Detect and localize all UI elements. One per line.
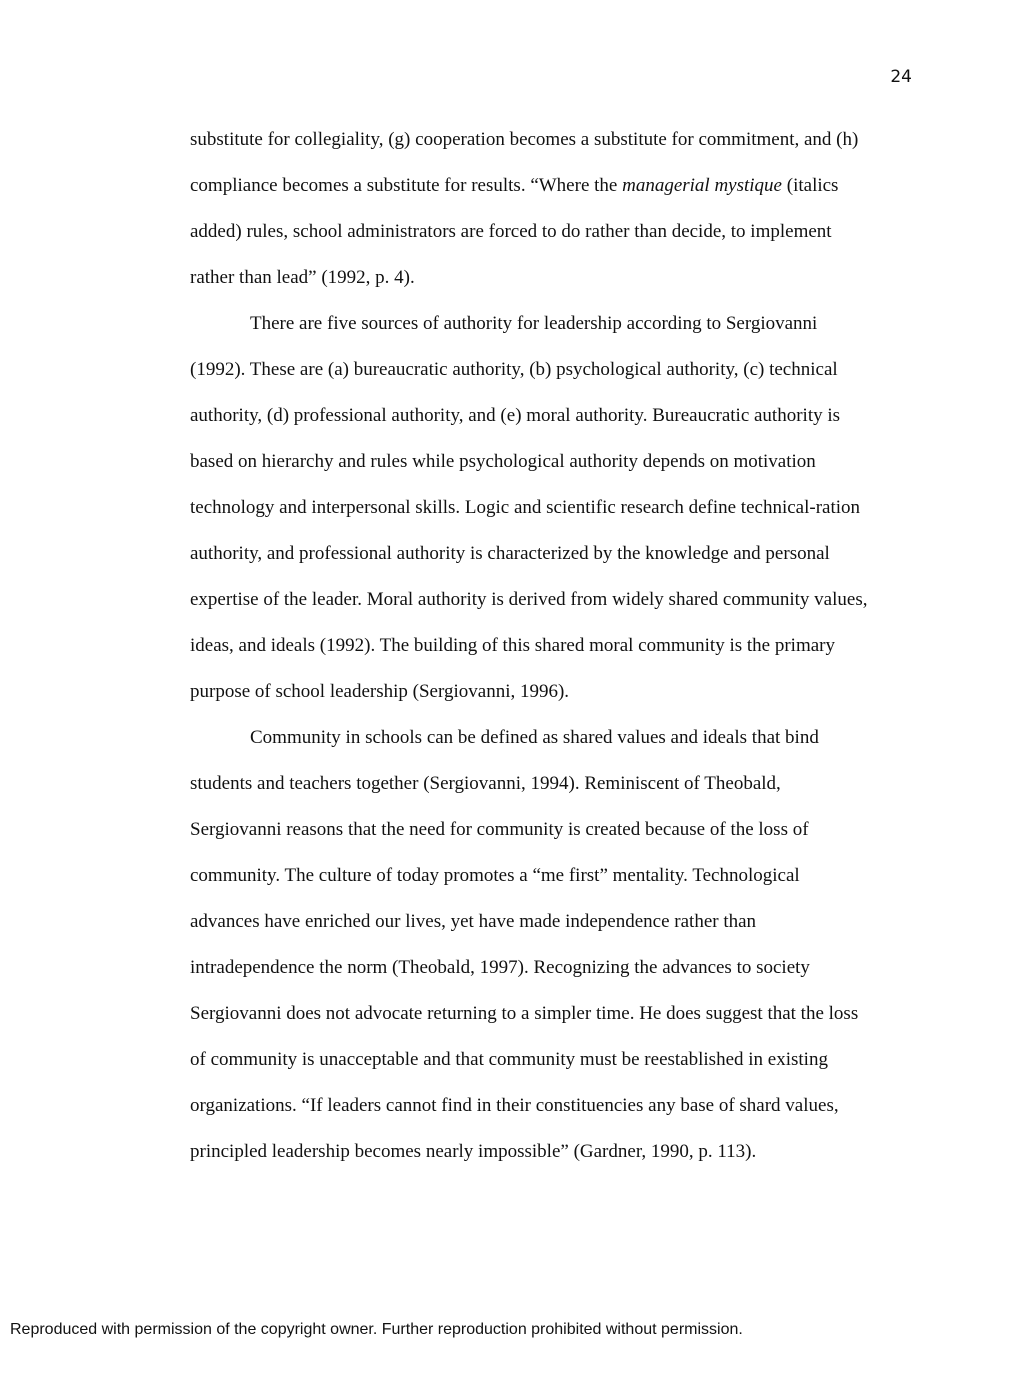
text-line: authority, (d) professional authority, and (e) moral authority. Bureaucratic authority is xyxy=(190,405,841,426)
text-line xyxy=(190,174,838,198)
text-line: students and teachers together (Sergiovanni, 1994). Reminiscent of Theobald, xyxy=(190,773,781,794)
text-line: of community is unacceptable and that community must be reestablished in existing xyxy=(190,1049,828,1070)
text-line-start: compliance becomes a substitute for results. “Where the xyxy=(190,175,623,196)
text-line: Sergiovanni does not advocate returning to a simpler time. He does suggest that the loss xyxy=(190,1003,859,1024)
italic-phrase: managerial mystique xyxy=(622,175,782,196)
text-line: organizations. “If leaders cannot find in their constituencies any base of shard values, xyxy=(190,1095,839,1116)
text-line: authority, and professional authority is characterized by the knowledge and personal xyxy=(190,543,830,564)
paragraph-first-line: Community in schools can be defined as shared values and ideals that bind xyxy=(250,727,819,748)
text-line: expertise of the leader. Moral authority is derived from widely shared community values, xyxy=(190,589,868,610)
text-line: ideas, and ideals (1992). The building of this shared moral community is the primary xyxy=(190,635,835,656)
text-line: based on hierarchy and rules while psychological authority depends on motivation xyxy=(190,451,816,472)
text-line: community. The culture of today promotes a “me first” mentality. Technological xyxy=(190,865,800,886)
text-line: added) rules, school administrators are forced to do rather than decide, to implement xyxy=(190,221,832,242)
text-line: substitute for collegiality, (g) cooperation becomes a substitute for commitment, and (h) xyxy=(190,129,859,150)
page-number: 24 xyxy=(890,67,912,87)
text-line-end: (italics xyxy=(782,175,839,196)
text-line: (1992). These are (a) bureaucratic authority, (b) psychological authority, (c) technical xyxy=(190,359,838,380)
paragraph-first-line: There are five sources of authority for leadership according to Sergiovanni xyxy=(250,313,818,334)
text-line: technology and interpersonal skills. Logic and scientific research define technical-ration xyxy=(190,497,861,518)
text-line: intradependence the norm (Theobald, 1997). Recognizing the advances to society xyxy=(190,957,810,978)
text-line: Sergiovanni reasons that the need for community is created because of the loss of xyxy=(190,819,809,840)
text-line: purpose of school leadership (Sergiovanni, 1996). xyxy=(190,681,570,702)
text-line: advances have enriched our lives, yet have made independence rather than xyxy=(190,911,757,932)
text-line: principled leadership becomes nearly impossible” (Gardner, 1990, p. 113). xyxy=(190,1141,757,1162)
text-line: rather than lead” (1992, p. 4). xyxy=(190,267,415,288)
copyright-footer: Reproduced with permission of the copyright owner. Further reproduction prohibited without permission. xyxy=(10,1321,743,1338)
